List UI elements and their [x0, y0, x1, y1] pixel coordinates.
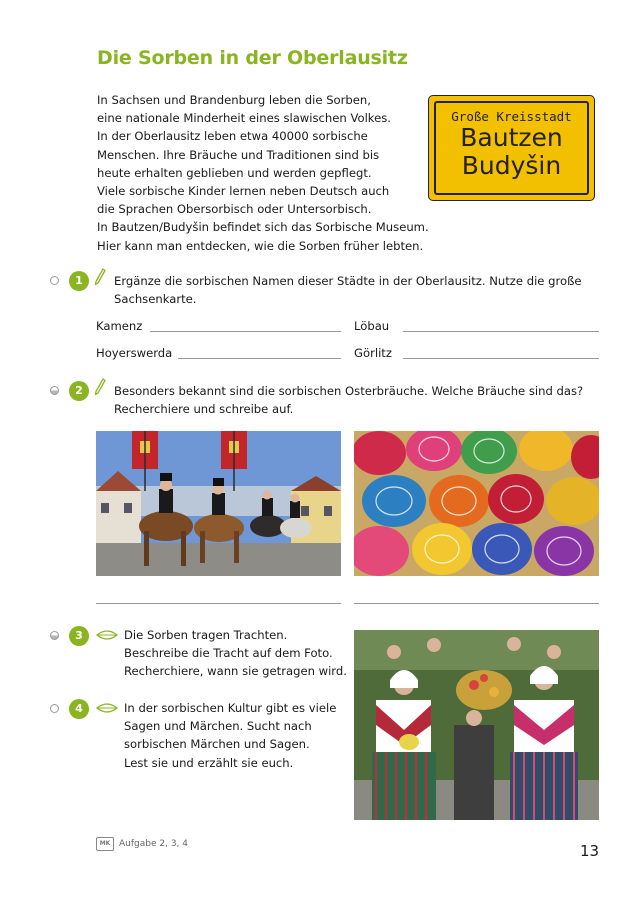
city-label-hoyerswerda: Hoyerswerda [96, 346, 173, 360]
task-4-line: sorbischen Märchen und Sagen. [124, 737, 310, 752]
intro-line: Viele sorbische Kinder lernen neben Deutsch auch [97, 184, 390, 199]
task-number-badge: 2 [69, 381, 89, 401]
task-number-badge: 3 [69, 626, 89, 646]
speech-lips-icon [96, 702, 118, 714]
task-2-text [114, 382, 583, 418]
sign-subtitle: Große Kreisstadt [451, 109, 572, 124]
intro-line: In der Oberlausitz leben etwa 40000 sorbische [97, 129, 368, 144]
speech-lips-icon [96, 629, 118, 641]
answer-line-hoyerswerda[interactable] [178, 358, 341, 359]
intro-line: heute erhalten geblieben und werden gepflegt. [97, 165, 372, 180]
difficulty-easy-icon [50, 276, 59, 285]
city-label-loebau: Löbau [354, 319, 390, 333]
photo-easter-eggs [354, 431, 599, 576]
answer-line-kamenz[interactable] [150, 331, 341, 332]
sign-german-name: Bautzen [460, 123, 563, 152]
intro-line: die Sprachen Obersorbisch oder Untersorbisch. [97, 202, 372, 217]
answer-line-loebau[interactable] [403, 331, 599, 332]
intro-line: In Bautzen/Budyšin befindet sich das Sorbische Museum. [97, 220, 429, 235]
page-number: 13 [580, 842, 600, 860]
task-1-text [114, 272, 582, 308]
photo-easter-riders [96, 431, 341, 576]
difficulty-medium-icon [50, 386, 59, 395]
page-title: Die Sorben in der Oberlausitz [97, 47, 408, 69]
town-sign [428, 95, 595, 201]
city-label-kamenz: Kamenz [96, 319, 143, 333]
task-3-text [124, 626, 347, 681]
difficulty-easy-icon [50, 704, 59, 713]
task-3-line: Recherchiere, wann sie getragen wird. [124, 664, 347, 679]
sign-sorbian-name: Budyšin [461, 151, 562, 180]
task-4-text [124, 699, 336, 772]
intro-line: eine nationale Minderheit eines slawischen Volkes. [97, 111, 391, 126]
intro-line: In Sachsen und Brandenburg leben die Sorben, [97, 93, 371, 107]
pencil-icon [94, 378, 106, 396]
intro-line: Hier kann man entdecken, wie die Sorben früher lebten. [97, 238, 424, 253]
task-4-line: Sagen und Märchen. Sucht nach [124, 719, 312, 734]
task-3-line: Die Sorben tragen Trachten. [124, 628, 288, 642]
intro-line: Menschen. Ihre Bräuche und Traditionen sind bis [97, 147, 380, 162]
task-number-badge: 1 [69, 271, 89, 291]
pencil-icon [94, 268, 106, 286]
city-label-goerlitz: Görlitz [354, 346, 392, 360]
media-competence-icon: MK [96, 837, 114, 851]
task-4-line: Lest sie und erzählt sie euch. [124, 755, 294, 770]
task-4-line: In der sorbischen Kultur gibt es viele [124, 701, 337, 715]
answer-line-right[interactable] [354, 603, 599, 604]
task-1-line: Ergänze die sorbischen Namen dieser Städte in der Oberlausitz. Nutze die große [114, 274, 582, 288]
answer-line-left[interactable] [96, 603, 341, 604]
photo-sorbian-costume [354, 630, 599, 820]
footer-task-reference: Aufgabe 2, 3, 4 [119, 839, 188, 849]
task-2-line: Besonders bekannt sind die sorbischen Osterbräuche. Welche Bräuche sind das? [114, 384, 584, 398]
difficulty-medium-icon [50, 631, 59, 640]
task-2-line: Recherchiere und schreibe auf. [114, 402, 294, 417]
intro-text [97, 91, 437, 255]
answer-line-goerlitz[interactable] [403, 358, 599, 359]
task-1-line: Sachsenkarte. [114, 292, 197, 307]
task-number-badge: 4 [69, 699, 89, 719]
task-3-line: Beschreibe die Tracht auf dem Foto. [124, 646, 333, 661]
